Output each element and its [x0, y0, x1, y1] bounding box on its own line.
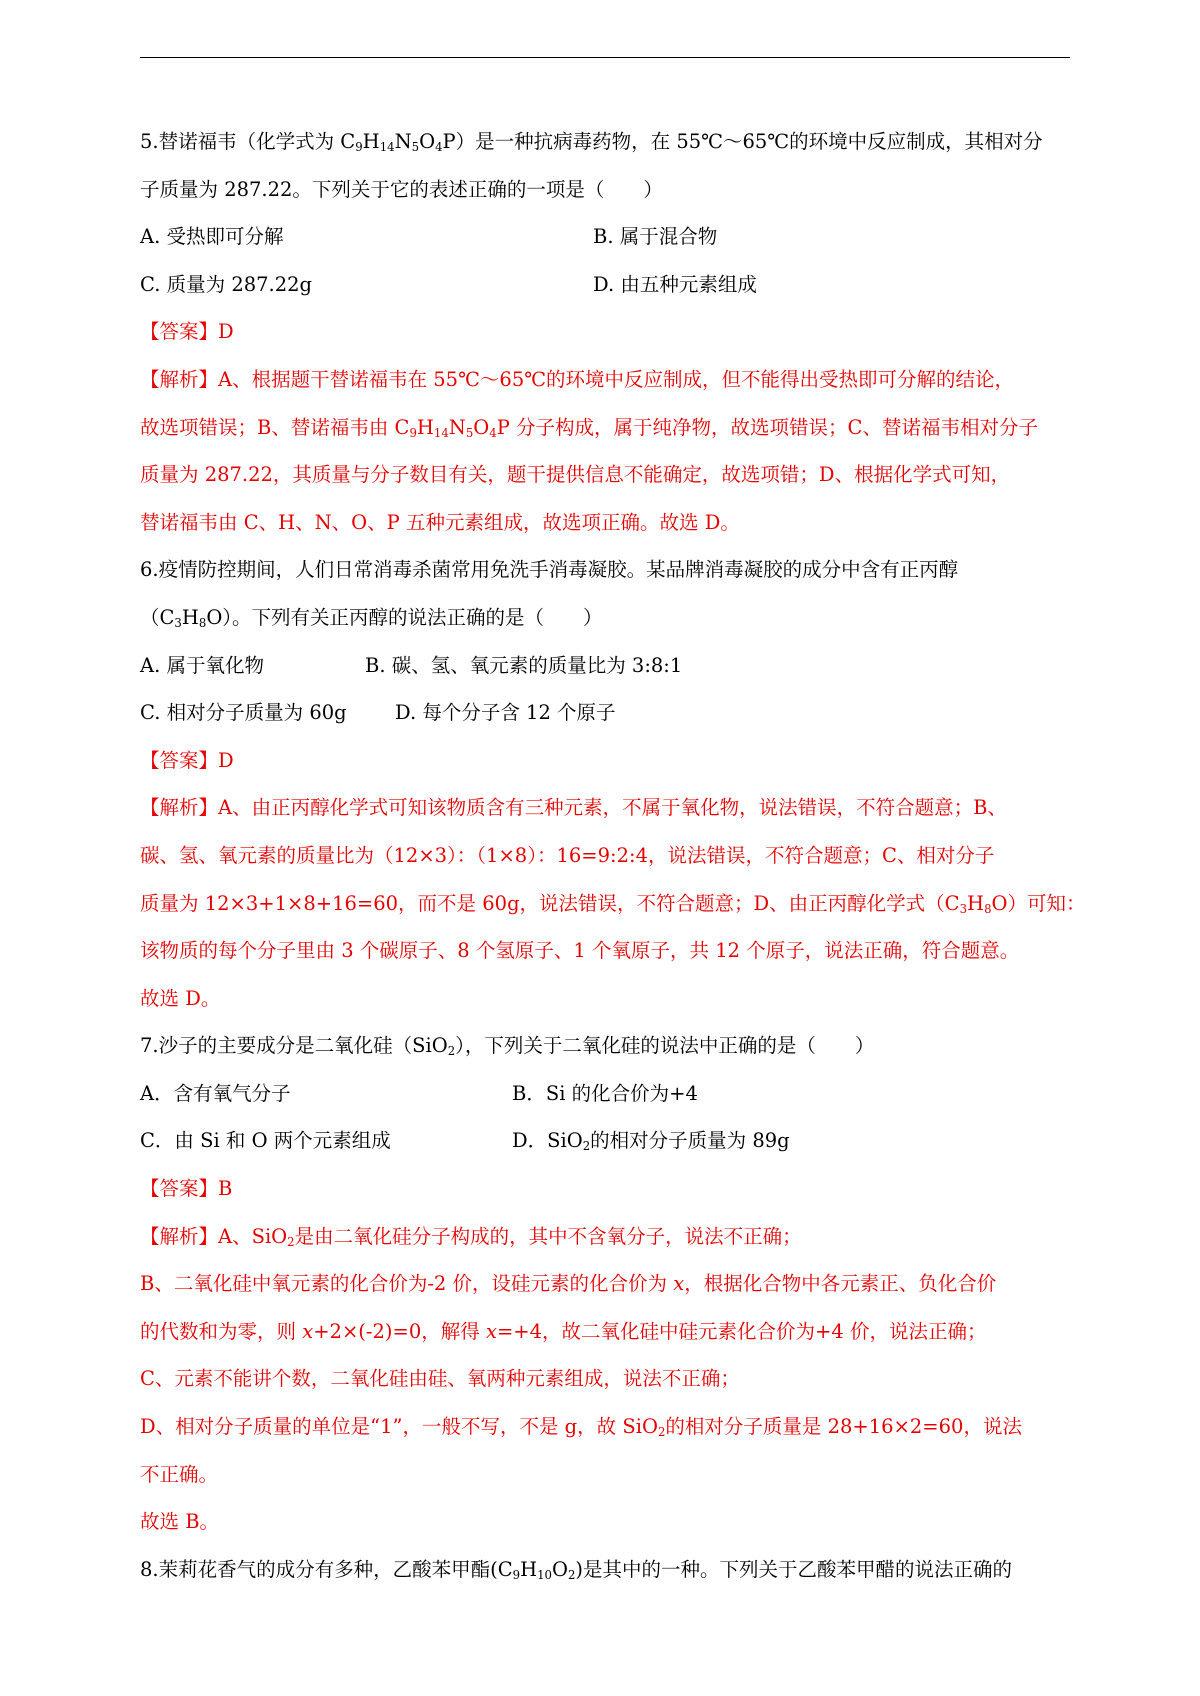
q6-analysis-line-4: 该物质的每个分子里由 3 个碳原子、8 个氢原子、1 个氧原子，共 12 个原子，说法正确，符合题意。 [140, 939, 1020, 963]
q5-analysis-line-1: 【解析】A、根据题干替诺福韦在 55℃～65℃的环境中反应制成，但不能得出受热即可分解的结论， [140, 367, 1015, 391]
header-rule [140, 57, 1070, 58]
q5-options-row-2 [140, 261, 1070, 309]
q7-analysis-line-2: B、二氧化硅中氧元素的化合价为-2 价，设硅元素的化合价为 x，根据化合物中各元素正、负化合价 [140, 1272, 997, 1296]
q5-option-c: C. 质量为 287.22g [140, 272, 313, 296]
q5-options-row-1 [140, 213, 1070, 261]
q7-option-b: B．Si 的化合价为+4 [512, 1081, 698, 1105]
q7-option-a: A．含有氧气分子 [140, 1081, 291, 1105]
q7-analysis-line-5: D、相对分子质量的单位是“1”，一般不写，不是 g，故 SiO$_2$的相对分子质量是 28+16×2=60，说法 [140, 1415, 1022, 1439]
q8-stem-line-1: 8.茉莉花香气的成分有多种，乙酸苯甲酯$(C_9H_{10}O_2)$是其中的一种。下列关于乙酸苯甲醋的说法正确的 [140, 1557, 1013, 1582]
q7-options-row-1 [140, 1070, 1070, 1118]
q7-answer: 【答案】B [140, 1177, 233, 1201]
q5-analysis-line-4: 替诺福韦由 C、H、N、O、P 五种元素组成，故选项正确。故选 D。 [140, 510, 740, 534]
q7-analysis-line-3: 的代数和为零，则 x+2×(-2)=0，解得 x=+4，故二氧化硅中硅元素化合价为+4 价，说法正确； [140, 1319, 987, 1343]
q6-option-c: C. 相对分子质量为 60g [140, 701, 347, 725]
q7-option-d: D．SiO$_2$的相对分子质量为 89g [512, 1129, 790, 1154]
q6-options-row-2 [140, 689, 1070, 737]
q7-analysis-line-7: 故选 B。 [140, 1510, 220, 1534]
q5-stem-line-1: 5.替诺福韦（化学式为 $C_9H_{14}N_5O_4P$）是一种抗病毒药物，在 55℃～65℃的环境中反应制成，其相对分 [140, 130, 1043, 154]
q6-option-d: D. 每个分子含 12 个原子 [395, 701, 616, 725]
q5-option-d: D. 由五种元素组成 [593, 272, 757, 296]
q5-answer: 【答案】D [140, 320, 234, 344]
q5-option-b: B. 属于混合物 [593, 225, 718, 249]
q6-answer: 【答案】D [140, 748, 234, 772]
q6-analysis-line-5: 故选 D。 [140, 986, 221, 1010]
q6-stem-line-2: $(C_3H_8O)$。下列有关正丙醇的说法正确的是（ ） [140, 605, 603, 630]
q6-analysis-line-2: 碳、氢、氧元素的质量比为（12×3）：（1×8）：16=9:2:4，说法错误，不符合题意；C、相对分子 [140, 843, 995, 867]
q7-options-row-2 [140, 1117, 1070, 1165]
q5-analysis-line-3: 质量为 287.22，其质量与分子数目有关，题干提供信息不能确定，故选项错；D、根据化学式可知， [140, 463, 1011, 487]
q6-option-b: B. 碳、氢、氧元素的质量比为 3:8:1 [365, 653, 683, 677]
q6-options-row-1 [140, 642, 1070, 690]
q5-option-a: A. 受热即可分解 [140, 225, 284, 249]
q6-analysis-line-3: 质量为 12×3+1×8+16=60，而不是 60g，说法错误，不符合题意；D、由正丙醇化学式$(C_3H_8O)$可知： [140, 891, 1086, 916]
q6-stem-line-1: 6.疫情防控期间，人们日常消毒杀菌常用免洗手消毒凝胶。某品牌消毒凝胶的成分中含有正丙醇 [140, 558, 959, 582]
q7-analysis-line-4: C、元素不能讲个数，二氧化硅由硅、氧两种元素组成，说法不正确； [140, 1367, 740, 1391]
q5-analysis-line-2: 故选项错误；B、替诺福韦由 $C_9H_{14}N_5O_4P$ 分子构成，属于纯净物，故选项错误；C、替诺福韦相对分子 [140, 415, 1038, 440]
q7-option-c: C．由 Si 和 O 两个元素组成 [140, 1129, 391, 1153]
q7-stem-line-1: 7.沙子的主要成分是二氧化硅（SiO$_2$），下列关于二氧化硅的说法中正确的是（ ） [140, 1034, 875, 1059]
q5-stem-line-2: 子质量为 287.22。下列关于它的表述正确的一项是（ ） [140, 177, 663, 201]
q6-analysis-line-1: 【解析】A、由正丙醇化学式可知该物质含有三种元素，不属于氧化物，说法错误，不符合题意；B、 [140, 796, 1007, 820]
q6-option-a: A. 属于氧化物 [140, 653, 264, 677]
q7-analysis-line-6: 不正确。 [140, 1462, 219, 1486]
content [140, 118, 1086, 1593]
q7-analysis-line-1: 【解析】A、SiO$_2$是由二氧化硅分子构成的，其中不含氧分子，说法不正确； [140, 1224, 802, 1249]
